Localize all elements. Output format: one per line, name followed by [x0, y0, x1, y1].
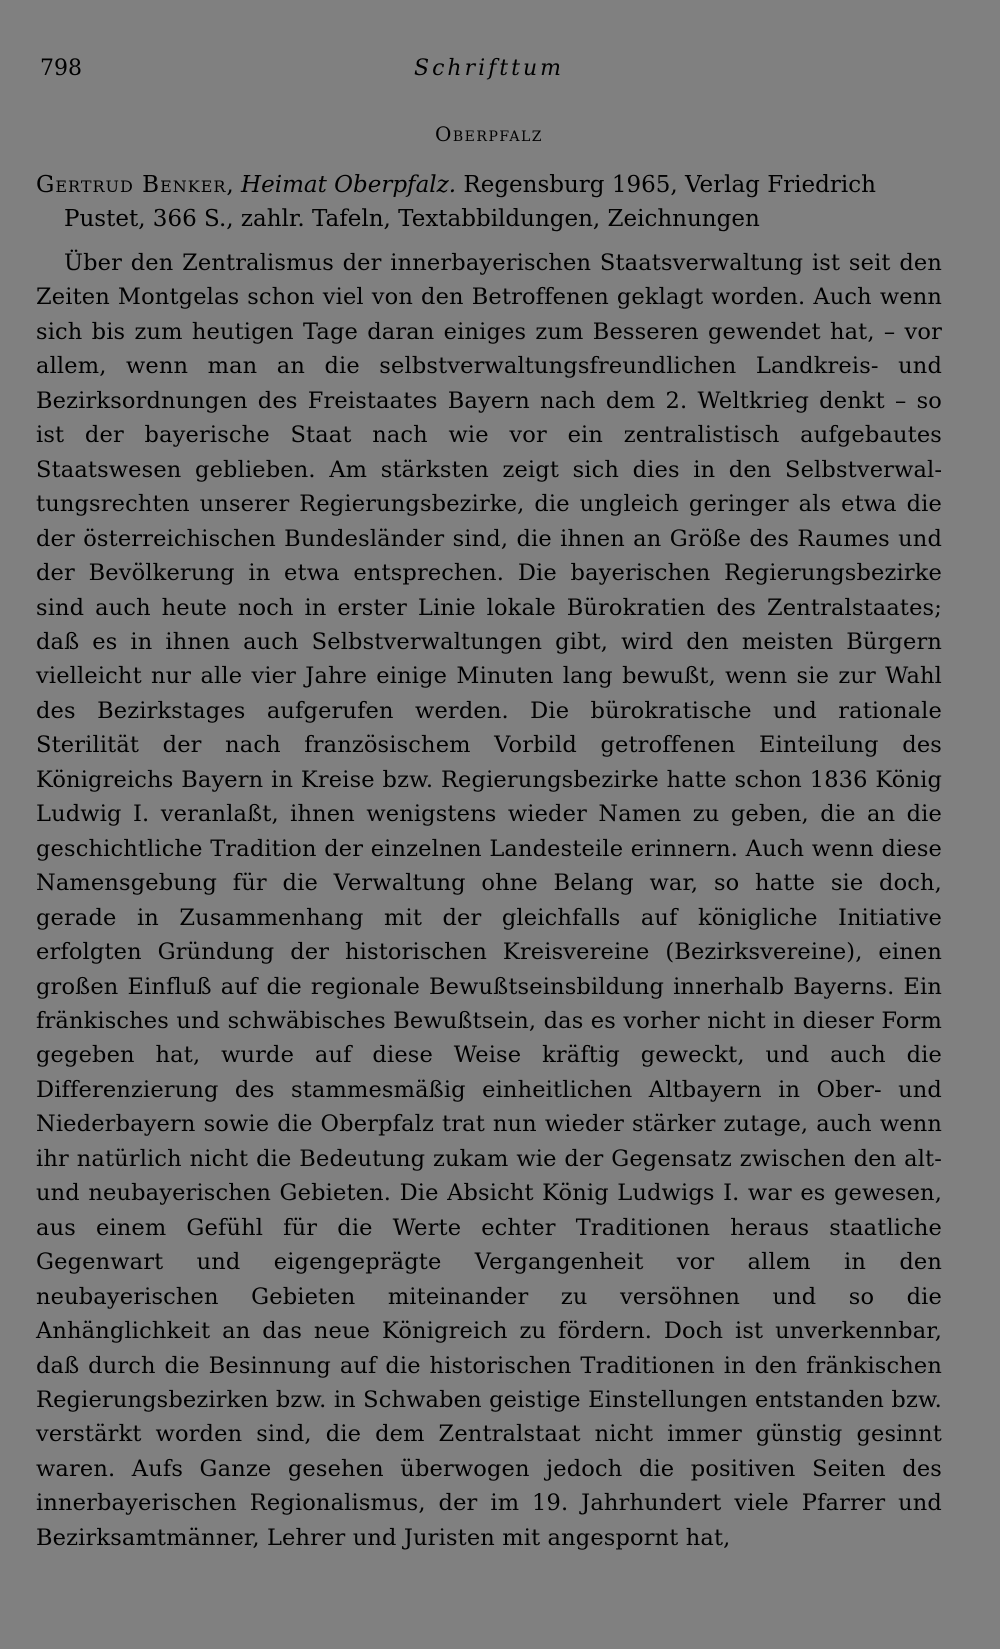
bibliographic-entry: [36, 168, 942, 236]
review-body: Über den Zentralismus der innerbayerischen Staatsverwaltung ist seit den Zeiten Montgelas schon viel von den Betroffenen geklagt worden. Auch wenn sich bis zum heutigen Tage daran einiges zum Besseren gewendet hat, – vor allem, wenn man an die selbstverwaltungsfreundlichen Landkreis- und Bezirksordnungen des Freistaates Bayern nach dem 2. Weltkrieg denkt – so ist der bayerische Staat nach wie vor ein zentralistisch aufgebautes Staatswesen geblieben. Am stärksten zeigt sich dies in den Selbstverwaltungsrechten unserer Regierungsbezirke, die ungleich geringer als etwa die der österreichischen Bundesländer sind, die ihnen an Größe des Raumes und der Bevölkerung in etwa entsprechen. Die bayerischen Regierungsbezirke sind auch heute noch in erster Linie lokale Bürokratien des Zentralstaates; daß es in ihnen auch Selbstverwaltungen gibt, wird den meisten Bürgern vielleicht nur alle vier Jahre einige Minuten lang bewußt, wenn sie zur Wahl des Bezirkstages aufgerufen werden. Die bürokratische und rationale Sterilität der nach französischem Vorbild getroffenen Einteilung des Königreichs Bayern in Kreise bzw. Regierungsbezirke hatte schon 1836 König Ludwig I. veranlaßt, ihnen wenigstens wieder Namen zu geben, die an die geschichtliche Tradition der einzelnen Landesteile erinnern. Auch wenn diese Namensgebung für die Verwaltung ohne Belang war, so hatte sie doch, gerade in Zusammenhang mit der gleichfalls auf königliche Initiative erfolgten Gründung der historischen Kreisvereine (Bezirksvereine), einen großen Einfluß auf die regionale Bewußtseinsbildung innerhalb Bayerns. Ein fränkisches und schwäbisches Bewußtsein, das es vorher nicht in dieser Form gegeben hat, wurde auf diese Weise kräftig geweckt, und auch die Differenzierung des stammesmäßig einheitlichen Altbayern in Ober- und Niederbayern sowie die Oberpfalz trat nun wieder stärker zutage, auch wenn ihr natürlich nicht die Bedeutung zukam wie der Gegensatz zwischen den alt- und neubayerischen Gebieten. Die Absicht König Ludwigs I. war es gewesen, aus einem Gefühl für die Werte echter Traditionen heraus staatliche Gegenwart und eigengeprägte Vergangenheit vor allem in den neubayerischen Gebieten miteinander zu versöhnen und so die Anhänglichkeit an das neue Königreich zu fördern. Doch ist unverkennbar, daß durch die Besinnung auf die historischen Traditionen in den fränkischen Regierungsbezirken bzw. in Schwaben geistige Einstellungen entstanden bzw. verstärkt worden sind, die dem Zentralstaat nicht immer günstig gesinnt waren. Aufs Ganze gesehen überwogen jedoch die positiven Seiten des innerbayerischen Regionalismus, der im 19. Jahrhundert viele Pfarrer und Bezirksamtmänner, Lehrer und Juristen mit angespornt hat,: [36, 250, 942, 1551]
section-heading: Oberpfalz: [435, 122, 543, 146]
running-head: [36, 56, 942, 92]
page: [36, 56, 942, 1555]
running-title: Schrifttum: [414, 56, 564, 81]
book-title: Heimat Oberpfalz.: [241, 172, 457, 198]
author-separator: ,: [226, 172, 242, 198]
page-number: 798: [40, 56, 82, 81]
publication-details: Regensburg 1965, Verlag Friedrich Pustet, 366 S., zahlr. Tafeln, Textabbildungen, Zeichnungen: [64, 172, 876, 232]
review-author: Gertrud Benker: [36, 172, 227, 198]
